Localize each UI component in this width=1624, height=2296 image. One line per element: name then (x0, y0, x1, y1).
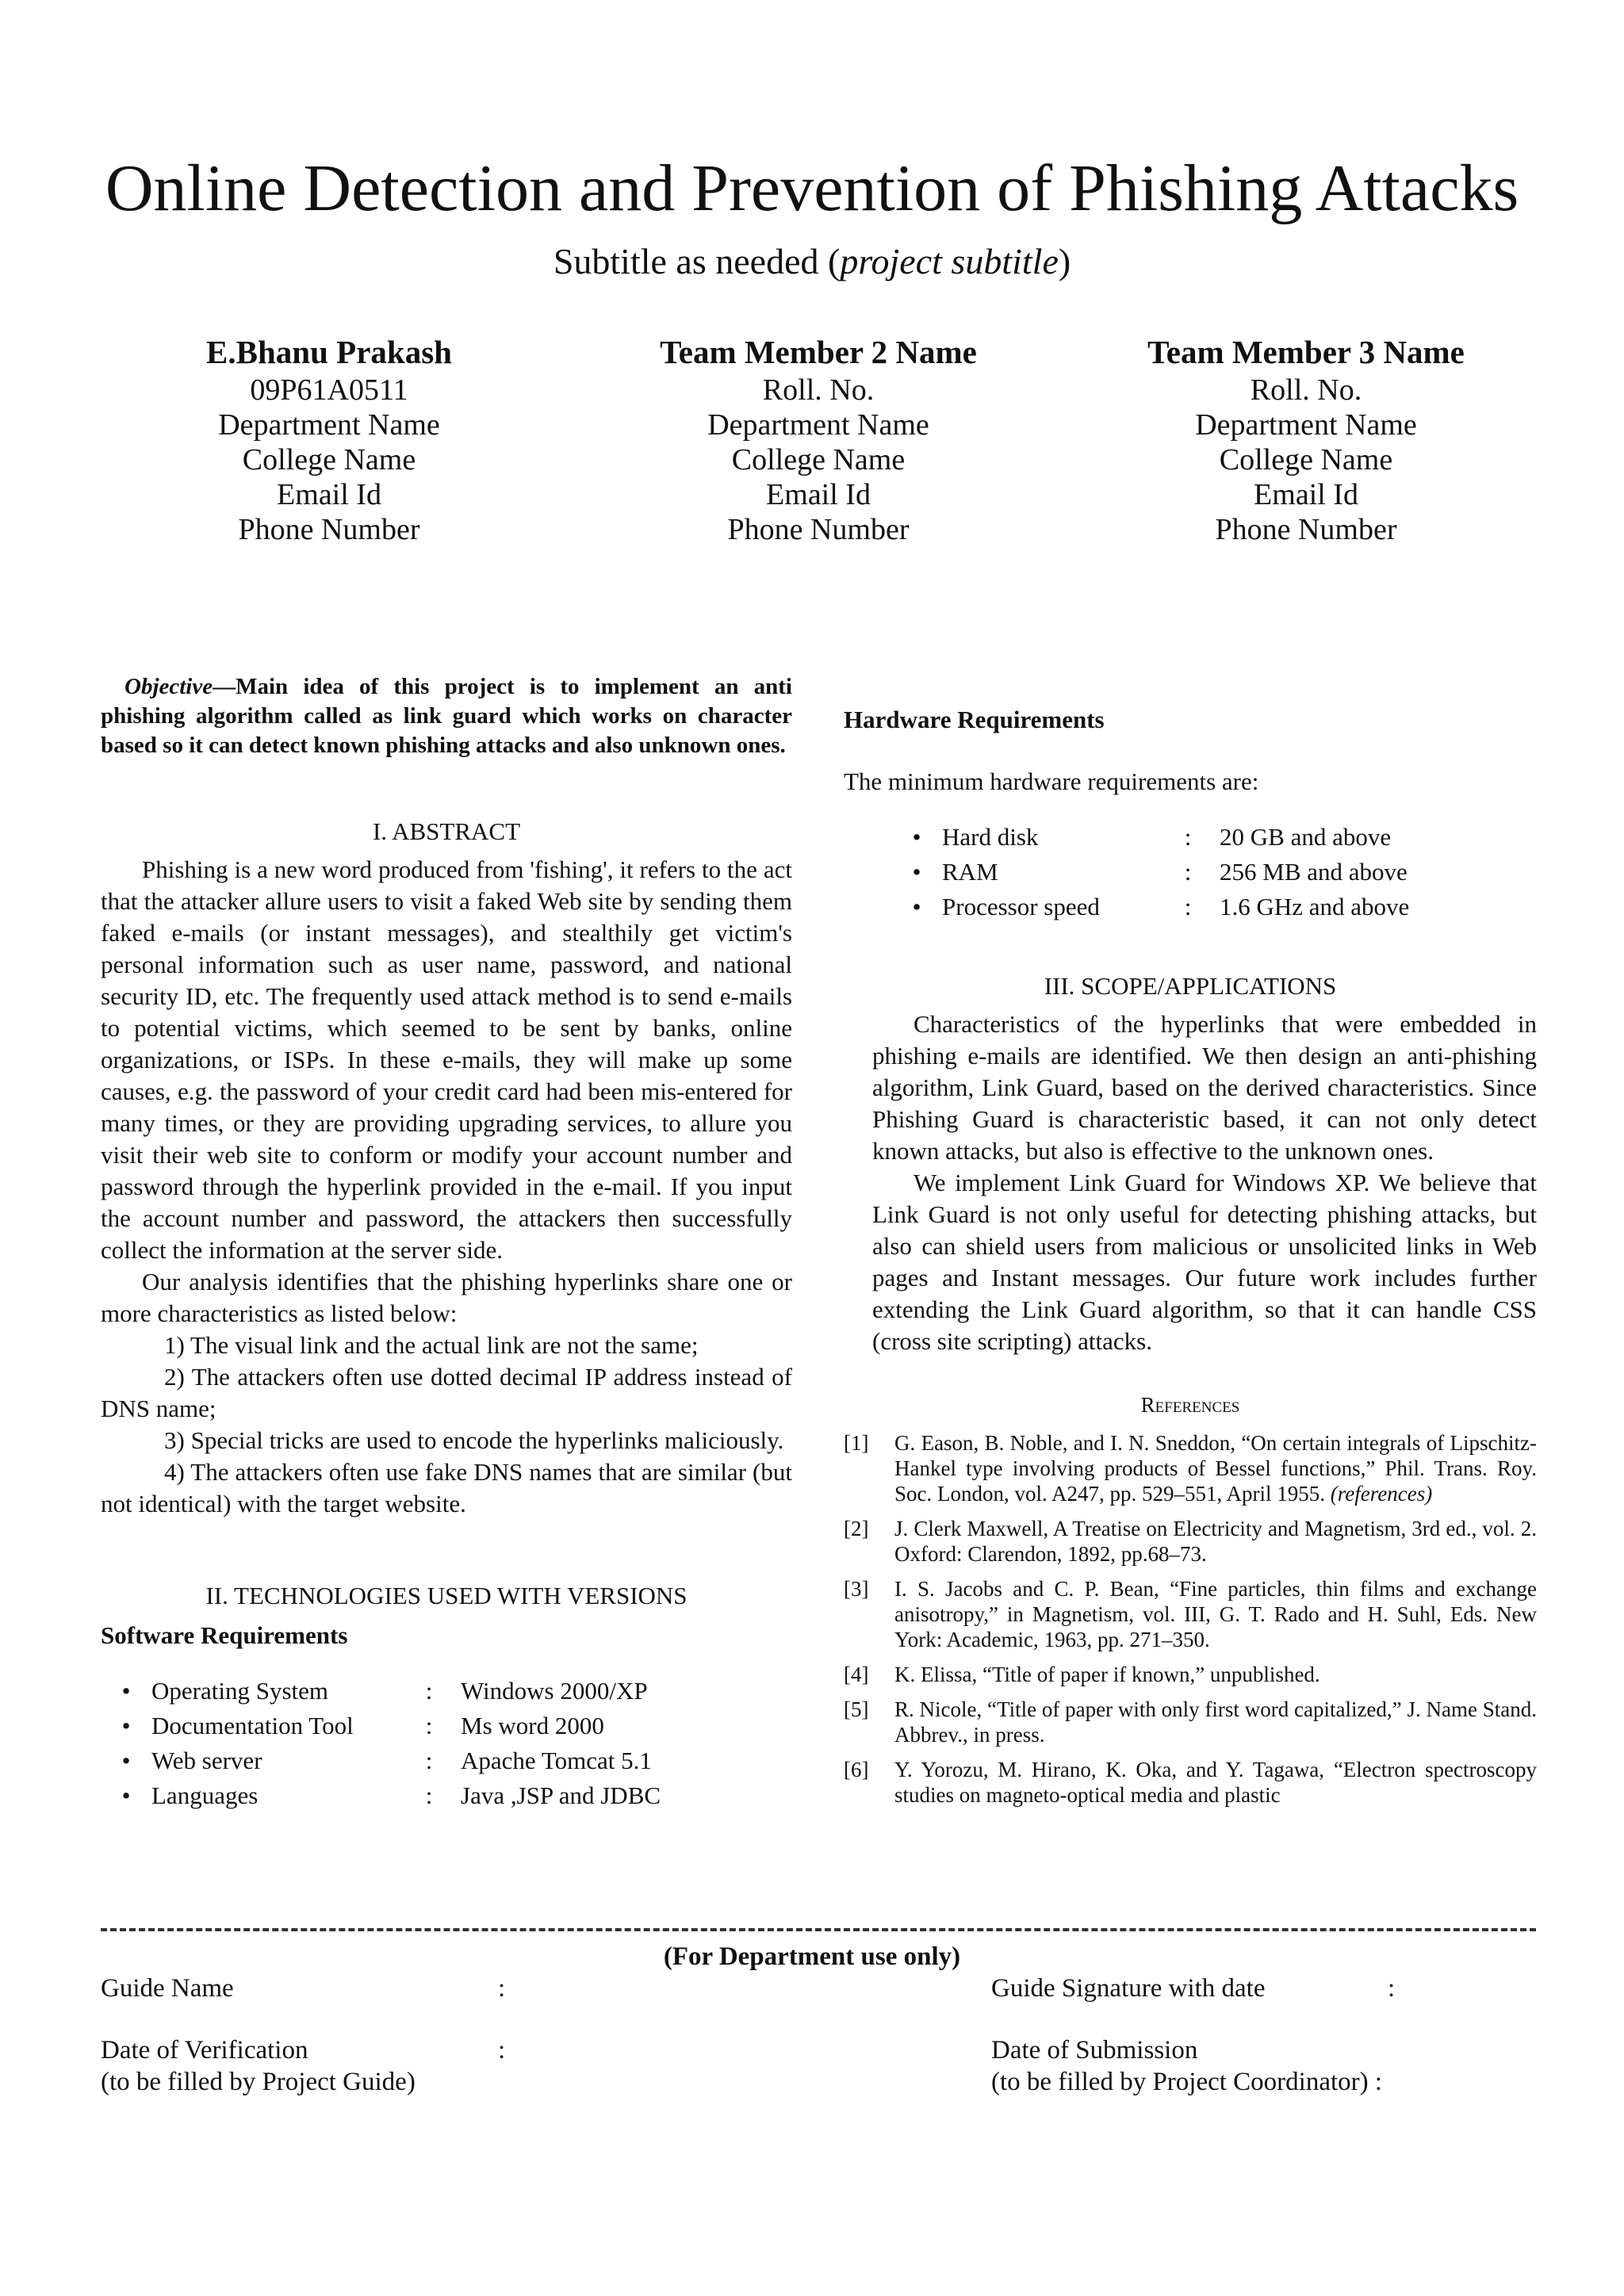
author-dept: Department Name (1195, 408, 1417, 442)
author-dept: Department Name (707, 408, 929, 442)
colon-separator: : (425, 1747, 433, 1774)
guide-name-label: Guide Name (101, 1974, 234, 2003)
reference-number: [3] (844, 1577, 869, 1601)
reference-item (844, 1430, 1537, 1506)
software-heading: Software Requirements (101, 1621, 348, 1649)
author-name: Team Member 2 Name (660, 334, 977, 370)
hardware-label: Processor speed (942, 893, 1100, 920)
reference-text: K. Elissa, “Title of paper if known,” unpublished. (894, 1663, 1320, 1686)
reference-item (844, 1516, 1537, 1567)
reference-text: Y. Yorozu, M. Hirano, K. Oka, and Y. Tagawa, “Electron spectroscopy studies on magneto-optical media and plastic (894, 1758, 1537, 1807)
author-dept: Department Name (218, 408, 440, 442)
list-item (891, 855, 1537, 890)
reference-number: [5] (844, 1697, 869, 1721)
guide-name-colon: : (498, 1974, 506, 2003)
reference-item (844, 1662, 1537, 1687)
hardware-heading: Hardware Requirements (844, 706, 1105, 733)
hardware-intro: The minimum hardware requirements are: (844, 767, 1259, 795)
hardware-value: 20 GB and above (1220, 823, 1392, 851)
software-list (101, 1674, 792, 1813)
author-name: Team Member 3 Name (1147, 334, 1465, 370)
colon-separator: : (425, 1677, 433, 1705)
guide-signature-label: Guide Signature with date (991, 1974, 1266, 2003)
author-2 (573, 333, 1064, 547)
subtitle-main: Subtitle as needed ( (553, 241, 841, 281)
reference-item (844, 1576, 1537, 1652)
author-email: Email Id (277, 478, 381, 511)
software-label: Languages (151, 1781, 259, 1809)
software-label: Documentation Tool (151, 1712, 354, 1739)
bullet-icon: • (912, 823, 921, 851)
bullet-icon: • (121, 1747, 131, 1774)
department-use-label: (For Department use only) (663, 1942, 961, 1971)
author-college: College Name (731, 443, 906, 476)
date-submission-label: Date of Submission (991, 2036, 1198, 2064)
objective-dash: — (213, 674, 236, 699)
technologies-heading: II. TECHNOLOGIES USED WITH VERSIONS (205, 1582, 688, 1609)
objective-paragraph (101, 672, 792, 760)
dashed-divider (101, 1928, 1536, 1931)
abstract-item-4: 4) The attackers often use fake DNS names that are similar (but not identical) with the target website. (101, 1458, 792, 1517)
author-email: Email Id (1254, 478, 1358, 511)
author-1 (83, 333, 575, 547)
reference-item (844, 1697, 1537, 1747)
abstract-heading: I. ABSTRACT (372, 817, 521, 845)
objective-text: Main idea of this project is to implement an anti phishing algorithm called as link guard which works on character based so it can detect known phishing attacks and also unknown ones. (101, 674, 792, 758)
scope-paragraph-2: We implement Link Guard for Windows XP. We believe that Link Guard is not only useful for detecting phishing attacks, but also can shield users from malicious or unsolicited links in Web pages and Instant messages. Our future work includes further extending the Link Guard algorithm, so that it can handle CSS (cross site scripting) attacks. (872, 1169, 1537, 1355)
author-3 (1060, 333, 1552, 547)
verification-note: (to be filled by Project Guide) (101, 2068, 416, 2096)
reference-text: J. Clerk Maxwell, A Treatise on Electricity and Magnetism, 3rd ed., vol. 2. Oxford: Clarendon, 1892, pp.68–73. (894, 1517, 1537, 1566)
abstract-item-3: 3) Special tricks are used to encode the hyperlinks maliciously. (164, 1426, 784, 1454)
author-college: College Name (1219, 443, 1393, 476)
references-list (844, 1430, 1537, 1808)
subtitle-end: ) (1058, 241, 1071, 281)
reference-item (844, 1757, 1537, 1808)
reference-number: [1] (844, 1431, 869, 1455)
bullet-icon: • (121, 1677, 131, 1705)
software-label: Operating System (151, 1677, 328, 1705)
colon-separator: : (1184, 893, 1192, 920)
submission-note: (to be filled by Project Coordinator) : (991, 2068, 1383, 2096)
software-value: Windows 2000/XP (461, 1677, 648, 1705)
paper-subtitle (0, 239, 1624, 284)
hardware-list (891, 820, 1537, 924)
list-item (891, 890, 1537, 924)
date-verification-colon: : (498, 2036, 506, 2064)
hardware-value: 256 MB and above (1220, 858, 1408, 886)
reference-text: R. Nicole, “Title of paper with only first word capitalized,” J. Name Stand. Abbrev., in press. (894, 1697, 1537, 1747)
abstract-paragraph-1: Phishing is a new word produced from 'fishing', it refers to the act that the attacker allure users to visit a faked Web site by sending them faked e-mails (or instant messages), and stealthily get victim's personal information such as user name, password, and national security ID, etc. The frequently used attack method is to send e-mails to potential victims, which seemed to be sent by banks, online organizations, or ISPs. In these e-mails, they will make up some causes, e.g. the password of your credit card had been mis-entered for many times, or they are providing upgrading services, to allure you visit their web site to conform or modify your account number and password through the hyperlink provided in the e-mail. If you input the account number and password, the attackers then successfully collect the information at the server side. (101, 855, 792, 1264)
author-phone: Phone Number (238, 513, 420, 546)
abstract-item-1: 1) The visual link and the actual link are not the same; (164, 1331, 699, 1359)
subtitle-italic: project subtitle (840, 241, 1059, 281)
list-item (891, 820, 1537, 855)
bullet-icon: • (121, 1712, 131, 1739)
reference-number: [2] (844, 1517, 869, 1540)
paper-title: Online Detection and Prevention of Phishing Attacks (105, 151, 1519, 225)
list-item (101, 1709, 792, 1743)
objective-label: Objective (124, 674, 213, 699)
author-roll: Roll. No. (762, 373, 875, 407)
scope-heading: III. SCOPE/APPLICATIONS (1044, 972, 1337, 1000)
colon-separator: : (1184, 858, 1192, 886)
hardware-value: 1.6 GHz and above (1220, 893, 1410, 920)
author-phone: Phone Number (727, 513, 910, 546)
references-heading: References (1140, 1393, 1240, 1417)
scope-paragraph-1: Characteristics of the hyperlinks that were embedded in phishing e-mails are identified. We then design an anti-phishing algorithm, Link Guard, based on the derived characteristics. Since Phishing Guard is characteristic based, it can not only detect known attacks, but also is effective to the unknown ones. (872, 1010, 1537, 1165)
author-name: E.Bhanu Prakash (206, 334, 452, 370)
colon-separator: : (425, 1781, 433, 1809)
bullet-icon: • (912, 858, 921, 886)
author-college: College Name (242, 443, 416, 476)
hardware-label: RAM (942, 858, 998, 886)
reference-note: (references) (1330, 1482, 1433, 1506)
list-item (101, 1778, 792, 1813)
scope-body (844, 1008, 1537, 1357)
bullet-icon: • (912, 893, 921, 920)
software-value: Apache Tomcat 5.1 (461, 1747, 652, 1774)
reference-number: [4] (844, 1663, 869, 1686)
reference-text: I. S. Jacobs and C. P. Bean, “Fine particles, thin films and exchange anisotropy,” in Magnetism, vol. III, G. T. Rado and H. Suhl, Eds. New York: Academic, 1963, pp. 271–350. (894, 1577, 1537, 1651)
reference-text (894, 1430, 1537, 1506)
bullet-icon: • (121, 1781, 131, 1809)
hardware-label: Hard disk (942, 823, 1039, 851)
right-column (844, 704, 1537, 1817)
author-phone: Phone Number (1215, 513, 1397, 546)
software-label: Web server (151, 1747, 262, 1774)
reference-body: G. Eason, B. Noble, and I. N. Sneddon, “On certain integrals of Lipschitz-Hankel type involving products of Bessel functions,” Phil. Trans. Roy. Soc. London, vol. A247, pp. 529–551, April 1955. (894, 1431, 1537, 1506)
date-verification-label: Date of Verification (101, 2036, 308, 2064)
list-item (101, 1743, 792, 1778)
left-column (101, 672, 792, 1813)
reference-number: [6] (844, 1758, 869, 1781)
software-value: Java ,JSP and JDBC (461, 1781, 661, 1809)
author-roll: 09P61A0511 (250, 373, 408, 407)
software-value: Ms word 2000 (461, 1712, 604, 1739)
colon-separator: : (1184, 823, 1192, 851)
colon-separator: : (425, 1712, 433, 1739)
abstract-paragraph-2: Our analysis identifies that the phishing hyperlinks share one or more characteristics as listed below: (101, 1268, 792, 1327)
guide-signature-colon: : (1388, 1974, 1396, 2003)
author-email: Email Id (766, 478, 871, 511)
abstract-item-2: 2) The attackers often use dotted decimal IP address instead of DNS name; (101, 1363, 792, 1422)
author-roll: Roll. No. (1250, 373, 1362, 407)
list-item (101, 1674, 792, 1709)
